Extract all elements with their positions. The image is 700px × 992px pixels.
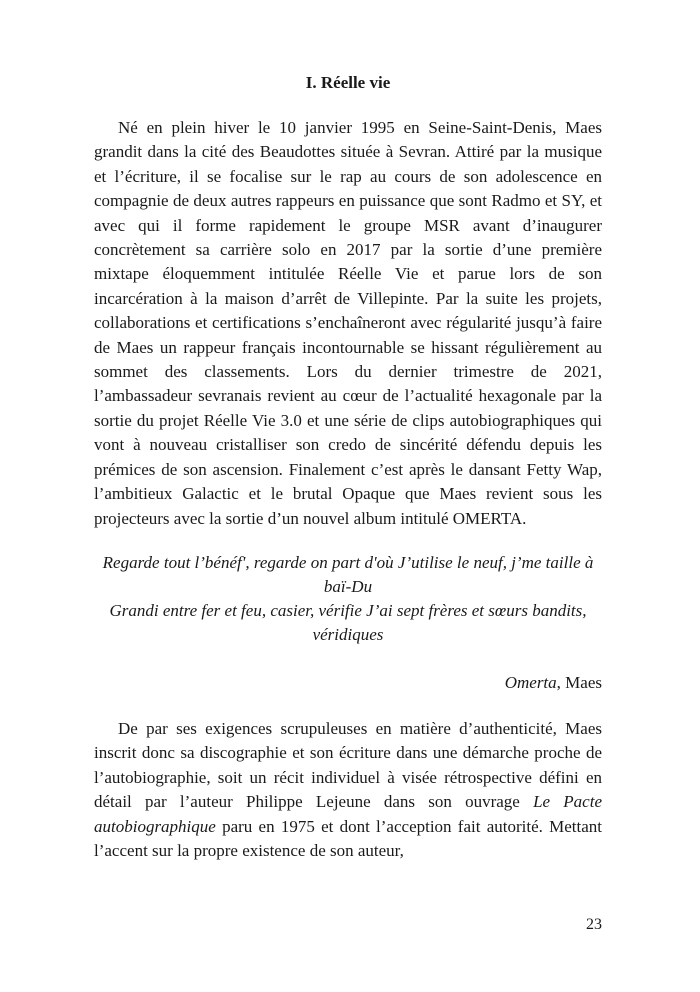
- quote-line-2: Grandi entre fer et feu, casier, vérifie J’ai sept frères et sœurs bandits, véridiques: [109, 600, 587, 644]
- quote-attribution: [94, 671, 602, 695]
- paragraph-autobiography: [94, 717, 602, 863]
- page-number: 23: [586, 916, 602, 933]
- paragraph2-part2: paru en 1975 et dont l’acception fait autorité. Mettant l’accent sur la propre existence de son auteur,: [94, 816, 602, 860]
- paragraph2-part1: De par ses exigences scrupuleuses en matière d’authenticité, Maes inscrit donc sa discographie et son écriture dans une démarche proche de l’autobiographie, soit un récit individuel à visée rétrospective défini en détail par l’auteur Philippe Lejeune dans son ouvrage: [94, 718, 602, 812]
- attribution-author: Maes: [565, 672, 602, 692]
- page-content: [94, 70, 602, 863]
- paragraph-biography: Né en plein hiver le 10 janvier 1995 en Seine-Saint-Denis, Maes grandit dans la cité des Beaudottes située à Sevran. Attiré par la musique et l’écriture, il se focalise sur le rap au cours de son adolescence en compagnie de deux autres rappeurs en puissance que sont Radmo et SY, et avec qui il forme rapidement le groupe MSR avant d’inaugurer concrètement sa carrière solo en 2017 par la sortie d’une première mixtape éloquemment intitulée Réelle Vie et parue lors de son incarcération à la maison d’arrêt de Villepinte. Par la suite les projets, collaborations et certifications s’enchaîneront avec régularité jusqu’à faire de Maes un rappeur français incontournable se hissant régulièrement au sommet des classements. Lors du dernier trimestre de 2021, l’ambassadeur sevranais revient au cœur de l’actualité hexagonale par la sortie du projet Réelle Vie 3.0 et une série de clips autobiographiques qui vont à nouveau cristalliser son credo de sincérité défendu depuis les prémices de son ascension. Finalement c’est après le dansant Fetty Wap, l’ambitieux Galactic et le brutal Opaque que Maes revient sous les projecteurs avec la sortie d’un nouvel album intitulé OMERTA.: [94, 118, 602, 528]
- lyrics-quote: [94, 551, 602, 647]
- chapter-heading: I. Réelle vie: [305, 73, 391, 92]
- book-title: Le Pacte autobiographique: [94, 792, 602, 836]
- attribution-separator: ,: [556, 672, 566, 692]
- quote-line-1: Regarde tout l’bénéf', regarde on part d'où J’utilise le neuf, j’me taille à baï-Du: [102, 552, 594, 596]
- attribution-song-title: Omerta: [504, 672, 557, 692]
